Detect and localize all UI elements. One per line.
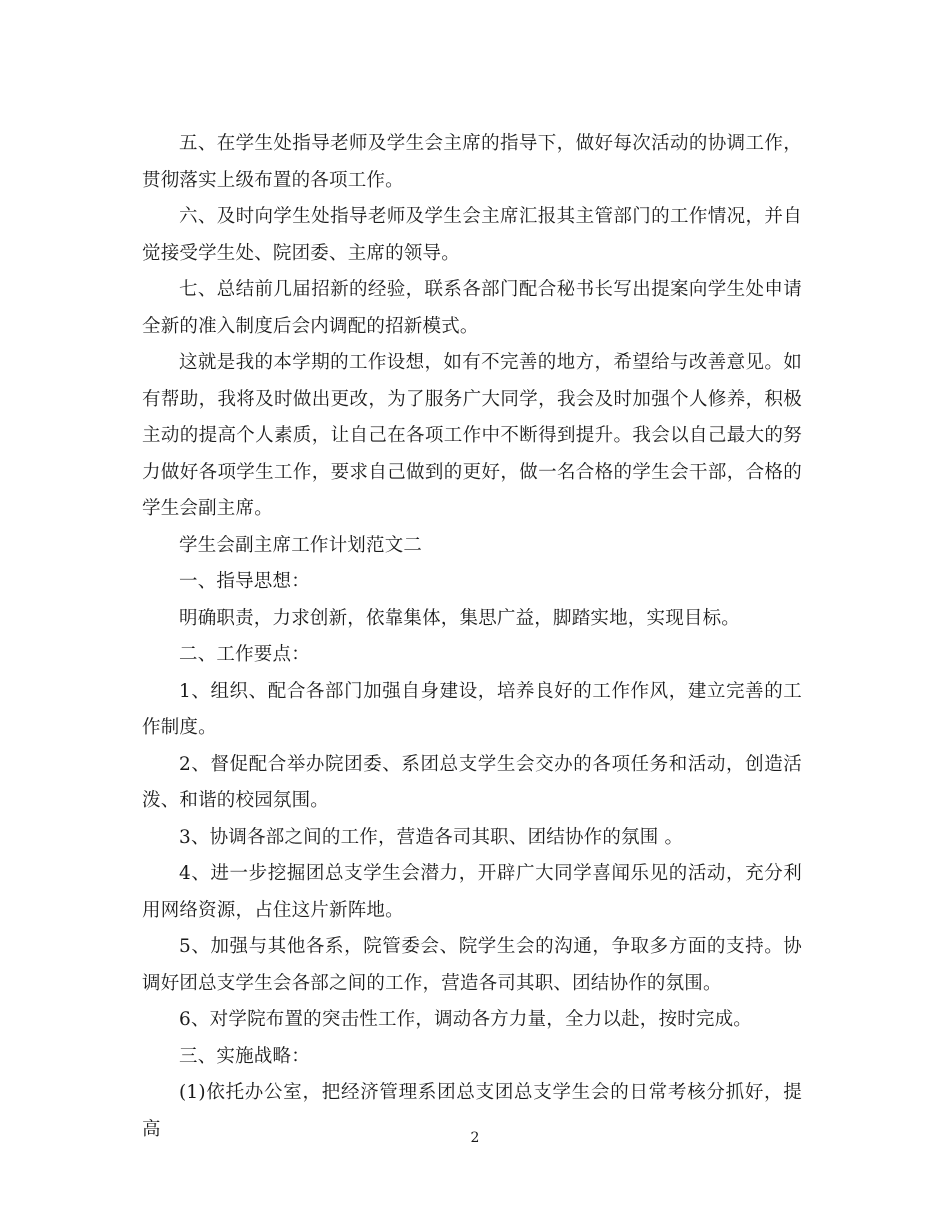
heading: 一、指导思想：	[179, 571, 310, 592]
paragraph: 这就是我的本学期的工作设想，如有不完善的地方，希望给与改善意见。如有帮助，我将及时做出更改，为了服务广大同学，我会及时加强个人修养，积极主动的提高个人素质，让自己在各项工作中不断得到提升。我会以自己最大的努力做好各项学生工作，要求自己做到的更好，做一名合格的学生会干部，合格的学生会副主席。	[142, 352, 802, 519]
document-body	[142, 126, 802, 1148]
paragraph: 六、及时向学生处指导老师及学生会主席汇报其主管部门的工作情况，并自觉接受学生处、院团委、主席的领导。	[142, 206, 802, 264]
list-item: 3、协调各部之间的工作，营造各司其职、团结协作的氛围 。	[179, 826, 684, 848]
heading: 三、实施战略：	[179, 1045, 310, 1067]
list-item: 1、组织、配合各部门加强自身建设，培养良好的工作作风，建立完善的工作制度。	[142, 680, 802, 738]
paragraph: 五、在学生处指导老师及学生会主席的指导下，做好每次活动的协调工作，贯彻落实上级布置的各项工作。	[142, 133, 802, 191]
list-item: 2、督促配合举办院团委、系团总支学生会交办的各项任务和活动，创造活泼、和谐的校园氛围。	[142, 753, 802, 811]
page-number: 2	[470, 1130, 480, 1146]
list-item: 4、进一步挖掘团总支学生会潜力，开辟广大同学喜闻乐见的活动，充分利用网络资源，占住这片新阵地。	[142, 863, 802, 921]
list-item: 6、对学院布置的突击性工作，调动各方力量，全力以赴，按时完成。	[179, 1009, 752, 1030]
paragraph: 明确职责，力求创新，依靠集体，集思广益，脚踏实地，实现目标。	[179, 607, 741, 629]
section-title: 学生会副主席工作计划范文二	[179, 534, 423, 556]
paragraph: 七、总结前几届招新的经验，联系各部门配合秘书长写出提案向学生处申请全新的准入制度后会内调配的招新模式。	[142, 279, 802, 337]
list-item: 5、加强与其他各系，院管委会、院学生会的沟通，争取多方面的支持。协调好团总支学生会各部之间的工作，营造各司其职、团结协作的氛围。	[142, 936, 802, 994]
heading: 二、工作要点：	[179, 644, 310, 665]
list-item: (1)依托办公室，把经济管理系团总支团总支学生会的日常考核分抓好，提高	[142, 1082, 802, 1140]
